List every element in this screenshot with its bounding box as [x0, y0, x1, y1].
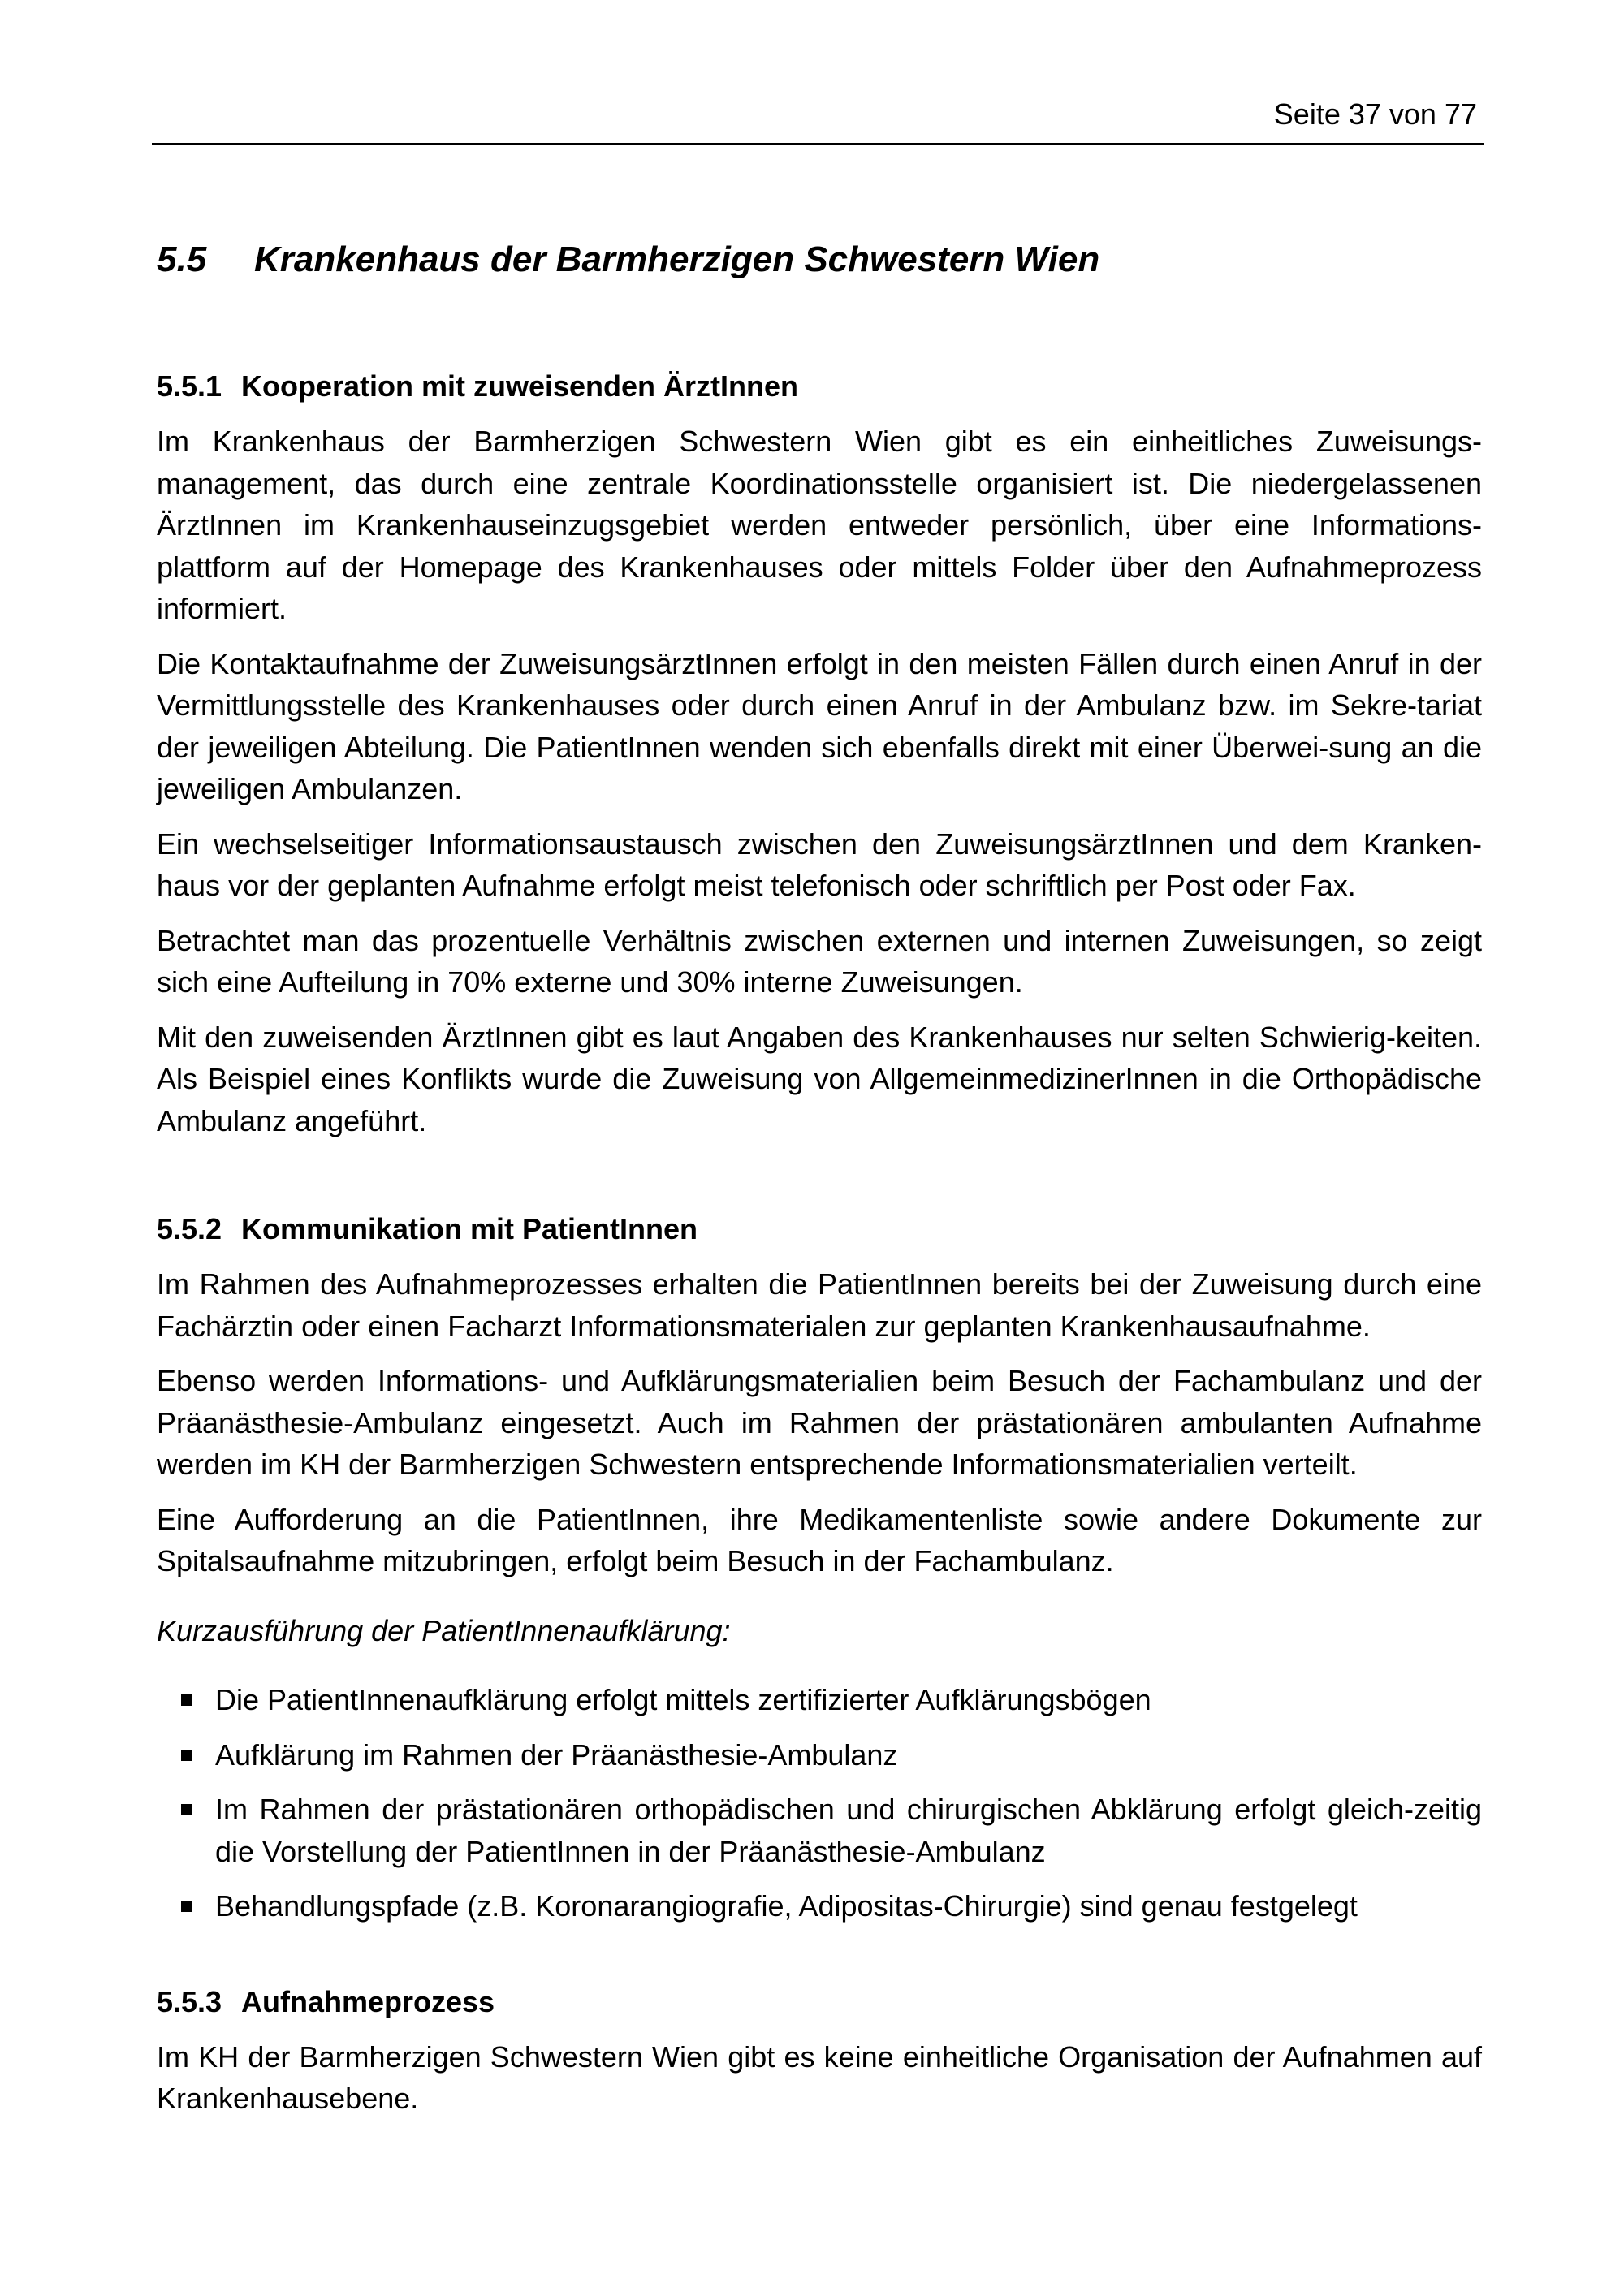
subsection-title: Kooperation mit zuweisenden ÄrztInnen [241, 369, 799, 403]
subsection-title: Kommunikation mit PatientInnen [241, 1212, 698, 1245]
subsection-heading-aufnahmeprozess [157, 1981, 1482, 2023]
square-bullet-icon [181, 1804, 192, 1815]
subsection-number: 5.5.1 [157, 369, 222, 403]
paragraph: Im Rahmen des Aufnahmeprozesses erhalten die PatientInnen bereits bei der Zuweisung durch eine Fachärztin oder einen Facharzt Informationsmaterialen zur geplanten Krankenhausaufnahme. [157, 1267, 1482, 1343]
paragraph: Betrachtet man das prozentuelle Verhältnis zwischen externen und internen Zuweisungen, so zeigt sich eine Aufteilung in 70% externe und 30% interne Zuweisungen. [157, 923, 1482, 999]
bullet-list [157, 1679, 1482, 1927]
list-item-text: Behandlungspfade (z.B. Koronarangiografie, Adipositas-Chirurgie) sind genau festgelegt [215, 1889, 1358, 1923]
square-bullet-icon [181, 1750, 192, 1761]
paragraph: Im KH der Barmherzigen Schwestern Wien gibt es keine einheitliche Organisation der Aufnahmen auf Krankenhausebene. [157, 2039, 1482, 2115]
section-heading [157, 235, 1482, 284]
list-item-text: Aufklärung im Rahmen der Präanästhesie-Ambulanz [215, 1737, 898, 1772]
subsection-number: 5.5.3 [157, 1984, 222, 2018]
list-item [157, 1885, 1482, 1927]
page-number: Seite 37 von 77 [1273, 97, 1477, 131]
subsection-heading-kommunikation [157, 1208, 1482, 1250]
list-item-text: Im Rahmen der prästationären orthopädischen und chirurgischen Abklärung erfolgt gleich-zeitig die Vorstellung der PatientInnen in der Präanästhesie-Ambulanz [215, 1793, 1482, 1868]
list-caption: Kurzausführung der PatientInnenaufklärung: [157, 1613, 731, 1647]
document-body [157, 235, 1482, 2133]
square-bullet-icon [181, 1694, 192, 1706]
subsection-number: 5.5.2 [157, 1212, 222, 1245]
paragraph: Eine Aufforderung an die PatientInnen, ihre Medikamentenliste sowie andere Dokumente zur Spitalsaufnahme mitzubringen, erfolgt beim Besuch in der Fachambulanz. [157, 1502, 1482, 1577]
section-number: 5.5 [157, 240, 207, 279]
page-header [152, 91, 1484, 145]
paragraph: Im Krankenhaus der Barmherzigen Schwestern Wien gibt es ein einheitliches Zuweisungs-management, das durch eine zentrale Koordinationsstelle organisiert ist. Die niedergelassenen ÄrztInnen im Krankenhauseinzugsgebiet werden entweder persönlich, über eine Informations-plattform auf der Homepage des Krankenhauses oder mittels Folder über den Aufnahmeprozess informiert. [157, 425, 1482, 625]
list-item [157, 1679, 1482, 1721]
paragraph: Ein wechselseitiger Informationsaustausch zwischen den ZuweisungsärztInnen und dem Kranken-haus vor der geplanten Aufnahme erfolgt meist telefonisch oder schriftlich per Post oder Fax. [157, 826, 1482, 902]
paragraph: Ebenso werden Informations- und Aufklärungsmaterialien beim Besuch der Fachambulanz und der Präanästhesie-Ambulanz eingesetzt. Auch im Rahmen der prästationären ambulanten Aufnahme werden im KH der Barmherzigen Schwestern entsprechende Informationsmaterialien verteilt. [157, 1364, 1482, 1481]
list-item-text: Die PatientInnenaufklärung erfolgt mittels zertifizierter Aufklärungsbögen [215, 1683, 1151, 1716]
list-item [157, 1789, 1482, 1872]
list-item [157, 1734, 1482, 1776]
paragraph: Mit den zuweisenden ÄrztInnen gibt es laut Angaben des Krankenhauses nur selten Schwierig-keiten. Als Beispiel eines Konflikts wurde die Zuweisung von AllgemeinmedizinerInnen in die Orthopädische Ambulanz angeführt. [157, 1020, 1482, 1137]
subsection-heading-kooperation [157, 365, 1482, 408]
subsection-title: Aufnahmeprozess [241, 1984, 495, 2018]
section-title: Krankenhaus der Barmherzigen Schwestern Wien [254, 240, 1100, 279]
square-bullet-icon [181, 1901, 192, 1912]
paragraph: Die Kontaktaufnahme der ZuweisungsärztInnen erfolgt in den meisten Fällen durch einen Anruf in der Vermittlungsstelle des Krankenhauses oder durch einen Anruf in der Ambulanz bzw. im Sekre-tariat der jeweiligen Abteilung. Die PatientInnen wenden sich ebenfalls direkt mit einer Überwei-sung an die jeweiligen Ambulanzen. [157, 646, 1482, 805]
